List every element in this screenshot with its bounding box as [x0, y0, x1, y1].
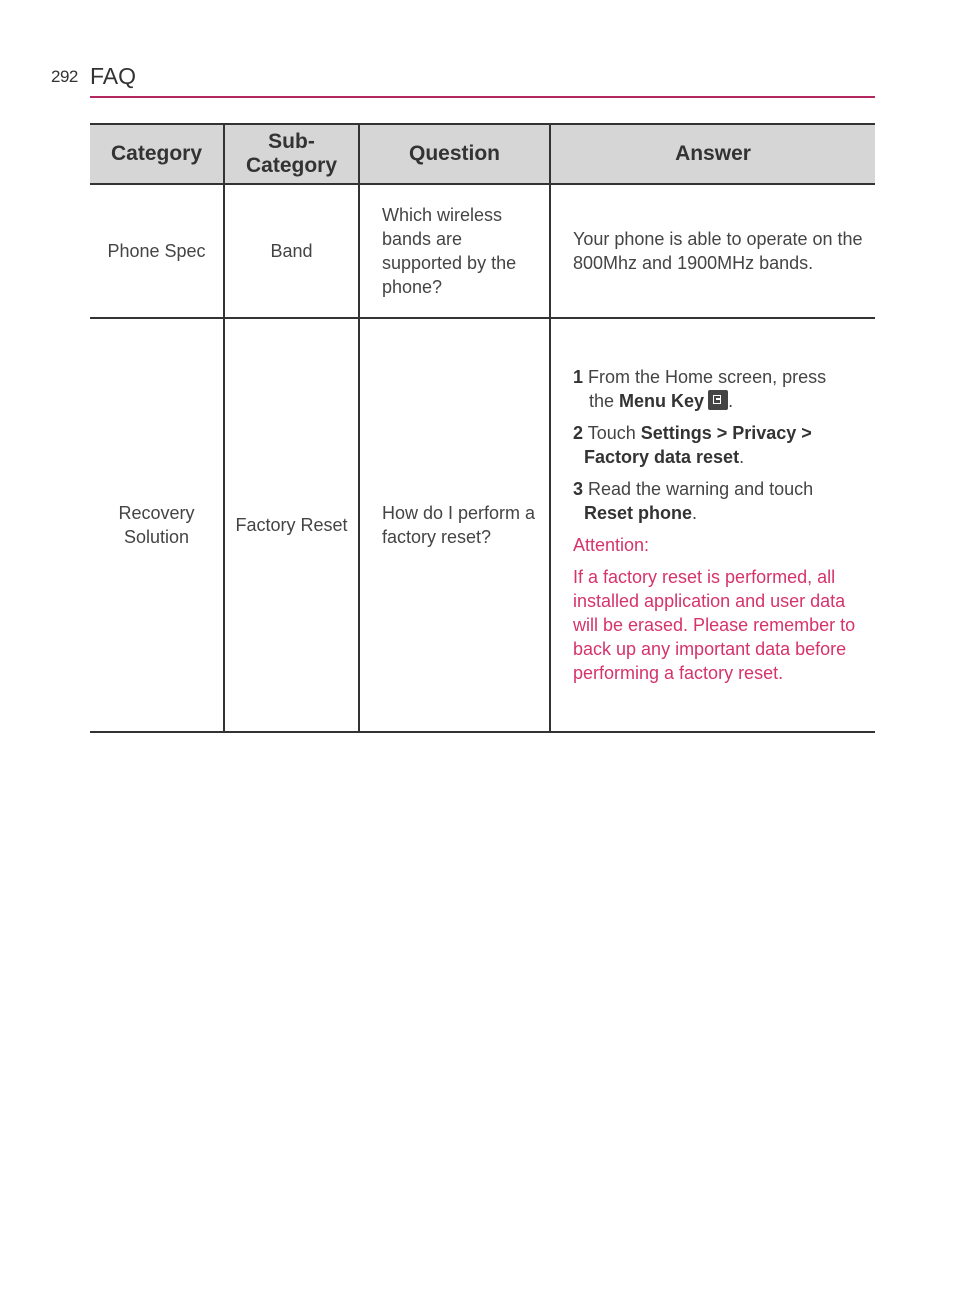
cell-answer — [550, 318, 875, 732]
step-2-bold-b: Factory data reset — [584, 447, 740, 467]
page-number: 292 — [51, 67, 78, 86]
attention-label: Attention: — [573, 535, 650, 555]
cell-question: How do I perform a factory reset? — [359, 318, 550, 732]
table-row — [90, 184, 875, 318]
section-title: FAQ — [90, 63, 137, 89]
answer-step-2 — [573, 421, 865, 469]
step-2-line-2 — [573, 445, 865, 469]
header-rule — [90, 96, 875, 98]
step-3-post: . — [692, 503, 698, 523]
step-1-pre: the — [589, 391, 620, 411]
cell-question: Which wireless bands are supported by the phone? — [359, 184, 550, 318]
header-answer: Answer — [550, 124, 875, 184]
step-2-bold-a: Settings > Privacy > — [640, 423, 812, 443]
cell-sub-category: Factory Reset — [224, 318, 359, 732]
answer-step-1 — [573, 365, 865, 413]
step-3-line-2 — [573, 501, 865, 525]
header-sub-category — [224, 124, 359, 184]
faq-table — [90, 123, 875, 733]
step-3-bold: Reset phone — [584, 503, 693, 523]
step-2-number: 2 — [573, 423, 584, 443]
step-1-post: . — [728, 391, 734, 411]
header-question: Question — [359, 124, 550, 184]
cell-category-text: Recovery Solution — [118, 503, 195, 547]
step-1-line-2 — [573, 389, 865, 413]
menu-key-label: Menu Key — [619, 391, 705, 411]
step-1-text: From the Home screen, press — [588, 367, 827, 387]
table-row — [90, 318, 875, 732]
step-3-text: Read the warning and touch — [583, 479, 814, 499]
step-2-post: . — [739, 447, 745, 467]
cell-answer: Your phone is able to operate on the 800Mhz and 1900MHz bands. — [550, 184, 875, 318]
attention-text: If a factory reset is performed, all installed application and user data will be erased. Please remember to back up any important data before performing a factory reset. — [573, 567, 856, 683]
cell-sub-category: Band — [224, 184, 359, 318]
cell-category: Phone Spec — [90, 184, 224, 318]
menu-key-icon — [708, 390, 728, 410]
step-1-number: 1 — [573, 367, 584, 387]
page-header — [51, 62, 875, 98]
step-2-text: Touch — [583, 423, 641, 443]
step-3-number: 3 — [573, 479, 584, 499]
table-header-row — [90, 124, 875, 184]
header-sub-category-text: Sub- Category — [245, 130, 338, 177]
cell-category — [90, 318, 224, 732]
header-category: Category — [90, 124, 224, 184]
answer-step-3 — [573, 477, 865, 525]
